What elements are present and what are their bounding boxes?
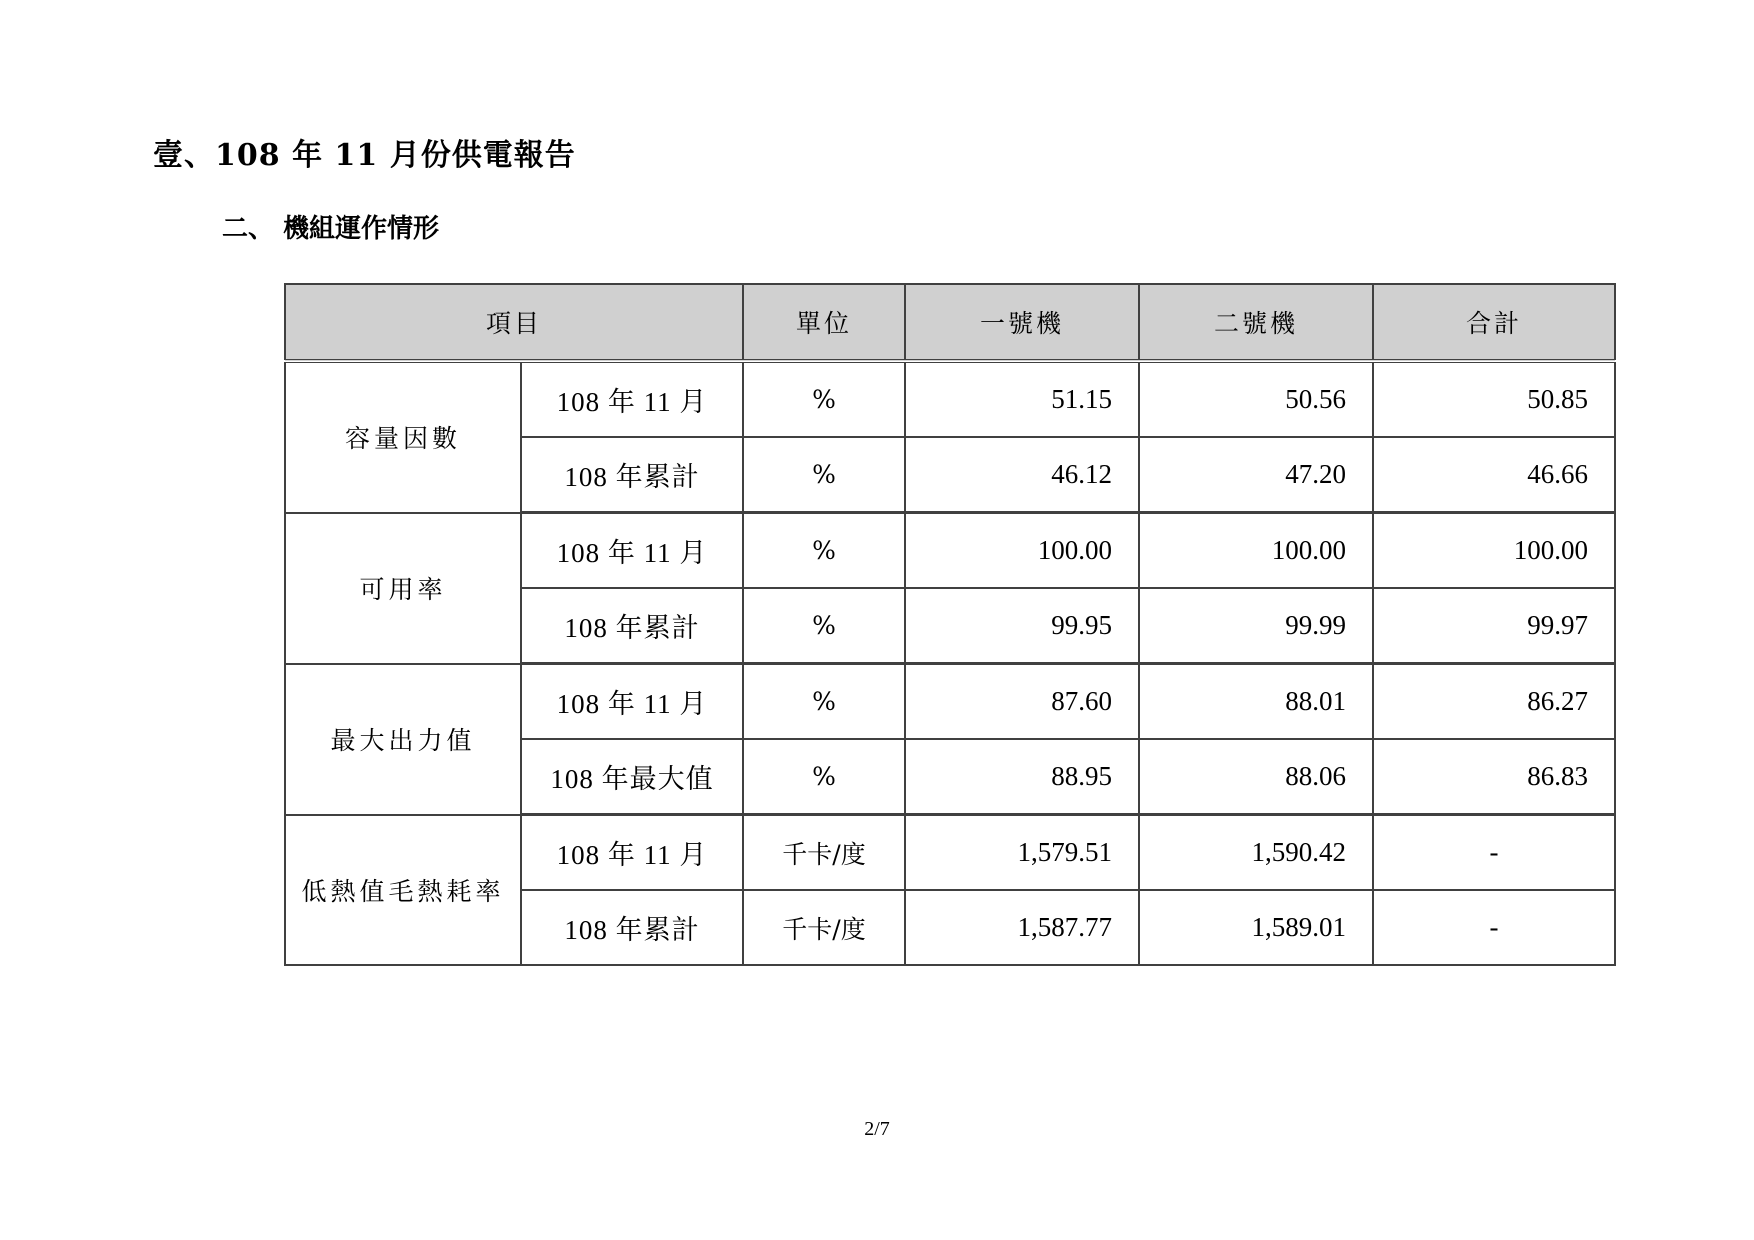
page-number: 2/7 xyxy=(864,1118,890,1140)
unit-cell: % xyxy=(743,513,905,589)
table-row xyxy=(285,513,1615,589)
unit1-value: 46.12 xyxy=(905,437,1139,513)
header-unit1: 一號機 xyxy=(905,284,1139,361)
unit-cell: % xyxy=(743,437,905,513)
period-cell: 108 年 11 月 xyxy=(521,513,743,589)
unit2-value: 100.00 xyxy=(1139,513,1373,589)
total-value: 100.00 xyxy=(1373,513,1615,589)
unit1-value: 1,587.77 xyxy=(905,890,1139,965)
total-value: 46.66 xyxy=(1373,437,1615,513)
unit2-value: 99.99 xyxy=(1139,588,1373,664)
period-cell: 108 年累計 xyxy=(521,588,743,664)
unit2-value: 1,589.01 xyxy=(1139,890,1373,965)
period-cell: 108 年 11 月 xyxy=(521,361,743,437)
section-heading: 二、 機組運作情形 xyxy=(222,214,440,244)
table-header-row xyxy=(285,284,1615,361)
period-cell: 108 年最大值 xyxy=(521,739,743,815)
unit2-value: 88.01 xyxy=(1139,664,1373,740)
unit-cell: % xyxy=(743,588,905,664)
unit-cell: % xyxy=(743,361,905,437)
category-label: 最大出力值 xyxy=(285,664,521,815)
period-cell: 108 年 11 月 xyxy=(521,664,743,740)
page-title: 壹、108 年 11 月份供電報告 xyxy=(153,138,576,173)
unit-cell: 千卡/度 xyxy=(743,815,905,891)
unit-cell: % xyxy=(743,664,905,740)
header-unit: 單位 xyxy=(743,284,905,361)
unit2-value: 50.56 xyxy=(1139,361,1373,437)
header-item: 項目 xyxy=(285,284,743,361)
unit1-value: 100.00 xyxy=(905,513,1139,589)
period-cell: 108 年累計 xyxy=(521,890,743,965)
unit1-value: 51.15 xyxy=(905,361,1139,437)
unit-cell: 千卡/度 xyxy=(743,890,905,965)
unit2-value: 47.20 xyxy=(1139,437,1373,513)
total-value: 86.27 xyxy=(1373,664,1615,740)
total-value: 50.85 xyxy=(1373,361,1615,437)
total-value: - xyxy=(1373,890,1615,965)
category-label: 容量因數 xyxy=(285,361,521,513)
total-value: 99.97 xyxy=(1373,588,1615,664)
category-label: 低熱值毛熱耗率 xyxy=(285,815,521,966)
unit-operation-table xyxy=(284,283,1616,966)
unit2-value: 1,590.42 xyxy=(1139,815,1373,891)
unit2-value: 88.06 xyxy=(1139,739,1373,815)
header-total: 合計 xyxy=(1373,284,1615,361)
total-value: - xyxy=(1373,815,1615,891)
unit-cell: % xyxy=(743,739,905,815)
unit1-value: 87.60 xyxy=(905,664,1139,740)
unit1-value: 1,579.51 xyxy=(905,815,1139,891)
table-row xyxy=(285,361,1615,437)
category-label: 可用率 xyxy=(285,513,521,664)
period-cell: 108 年累計 xyxy=(521,437,743,513)
period-cell: 108 年 11 月 xyxy=(521,815,743,891)
total-value: 86.83 xyxy=(1373,739,1615,815)
unit1-value: 99.95 xyxy=(905,588,1139,664)
unit1-value: 88.95 xyxy=(905,739,1139,815)
header-unit2: 二號機 xyxy=(1139,284,1373,361)
table-row xyxy=(285,815,1615,891)
table-row xyxy=(285,664,1615,740)
